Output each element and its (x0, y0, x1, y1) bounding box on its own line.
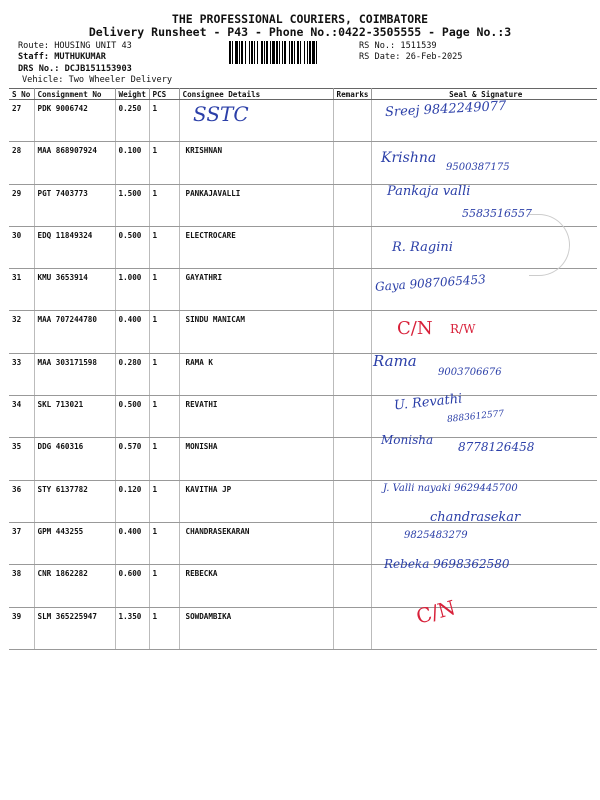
rs-date: RS Date: 26-Feb-2025 (359, 52, 463, 62)
row-consignment-no: CNR 1862282 (34, 565, 115, 607)
phone-handwriting: 8883612577 (446, 409, 505, 425)
table-row (9, 311, 597, 353)
rtn-mark: R/W (450, 322, 476, 336)
table-row (9, 226, 597, 268)
row-remarks (333, 565, 371, 607)
row-sno: 31 (9, 269, 34, 311)
row-weight: 1.500 (115, 184, 149, 226)
row-remarks (333, 269, 371, 311)
row-pcs: 1 (149, 184, 179, 226)
row-remarks (333, 311, 371, 353)
row-consignment-no: PGT 7403773 (34, 184, 115, 226)
row-pcs: 1 (149, 565, 179, 607)
signature-handwriting: J. Valli nayaki 9629445700 (383, 483, 518, 494)
row-consignment-no: MAA 303171598 (34, 353, 115, 395)
row-sno: 32 (9, 311, 34, 353)
row-pcs: 1 (149, 607, 179, 649)
row-weight: 0.570 (115, 438, 149, 480)
col-header-consignment: Consignment No (34, 89, 115, 100)
row-consignment-no: SKL 713021 (34, 396, 115, 438)
row-remarks (333, 522, 371, 564)
row-sno: 34 (9, 396, 34, 438)
drs-label: DRS No.: DCJB151153903 (18, 64, 132, 74)
row-consignee: SINDU MANICAM (179, 311, 333, 353)
row-sno: 27 (9, 100, 34, 142)
row-consignee: CHANDRASEKARAN (179, 522, 333, 564)
row-pcs: 1 (149, 438, 179, 480)
company-title: THE PROFESSIONAL COURIERS, COIMBATORE (171, 12, 429, 26)
row-consignment-no: DDG 460316 (34, 438, 115, 480)
row-weight: 0.400 (115, 522, 149, 564)
row-pcs: 1 (149, 142, 179, 184)
table-row (9, 396, 597, 438)
row-remarks (333, 142, 371, 184)
row-remarks (333, 226, 371, 268)
table-row (9, 100, 597, 142)
row-weight: 0.600 (115, 565, 149, 607)
phone-handwriting: 8778126458 (458, 440, 535, 454)
row-consignment-no: MAA 707244780 (34, 311, 115, 353)
signature-handwriting: chandrasekar (430, 510, 521, 525)
row-pcs: 1 (149, 480, 179, 522)
cn-stamp: C/N (413, 595, 458, 629)
row-consignee: PANKAJAVALLI (179, 184, 333, 226)
col-header-pcs: PCS (149, 89, 179, 100)
row-pcs: 1 (149, 353, 179, 395)
row-sno: 39 (9, 607, 34, 649)
runsheet-subtitle: Delivery Runsheet - P43 - Phone No.:0422-3505555 - Page No.:3 (88, 25, 512, 39)
phone-handwriting: 9003706676 (438, 367, 502, 378)
row-consignee: REVATHI (179, 396, 333, 438)
table-row (9, 353, 597, 395)
phone-handwriting: 9825483279 (404, 530, 468, 541)
row-sno: 36 (9, 480, 34, 522)
row-consignment-no: PDK 9006742 (34, 100, 115, 142)
cn-stamp: C/N (397, 318, 433, 339)
row-remarks (333, 100, 371, 142)
signature-handwriting: Gaya 9087065453 (374, 272, 487, 294)
row-remarks (333, 438, 371, 480)
row-consignment-no: EDQ 11849324 (34, 226, 115, 268)
row-consignee: MONISHA (179, 438, 333, 480)
col-header-weight: Weight (115, 89, 149, 100)
signature-handwriting: Pankaja valli (387, 184, 471, 199)
signature-handwriting: Krishna (381, 150, 437, 166)
row-pcs: 1 (149, 396, 179, 438)
row-weight: 0.250 (115, 100, 149, 142)
row-seal-signature (371, 607, 597, 649)
col-header-seal-signature: Seal & Signature (371, 89, 597, 100)
row-sno: 30 (9, 226, 34, 268)
signature-handwriting: Sreej 9842249077 (384, 98, 507, 121)
row-consignment-no: SLM 365225947 (34, 607, 115, 649)
vehicle-label: Vehicle: Two Wheeler Delivery (22, 75, 173, 85)
row-remarks (333, 396, 371, 438)
row-weight: 0.500 (115, 226, 149, 268)
table-row (9, 607, 597, 649)
row-pcs: 1 (149, 226, 179, 268)
row-sno: 38 (9, 565, 34, 607)
row-remarks (333, 480, 371, 522)
row-remarks (333, 607, 371, 649)
col-header-sno: S No (9, 89, 34, 100)
table-row (9, 565, 597, 607)
table-row (9, 184, 597, 226)
col-header-consignee: Consignee Details (179, 89, 333, 100)
row-pcs: 1 (149, 311, 179, 353)
row-weight: 1.000 (115, 269, 149, 311)
row-pcs: 1 (149, 522, 179, 564)
row-consignee: RAMA K (179, 353, 333, 395)
row-sno: 35 (9, 438, 34, 480)
rs-number: RS No.: 1511539 (359, 41, 437, 51)
signature-handwriting: R. Ragini (392, 240, 453, 255)
row-weight: 0.500 (115, 396, 149, 438)
row-consignee: KAVITHA JP (179, 480, 333, 522)
row-consignment-no: KMU 3653914 (34, 269, 115, 311)
row-consignee: ELECTROCARE (179, 226, 333, 268)
row-consignment-no: STY 6137782 (34, 480, 115, 522)
phone-handwriting: 5583516557 (462, 207, 532, 220)
row-remarks (333, 184, 371, 226)
row-sno: 29 (9, 184, 34, 226)
row-sno: 33 (9, 353, 34, 395)
barcode-image (229, 41, 355, 64)
row-remarks (333, 353, 371, 395)
barcode-bar (317, 41, 319, 64)
table-header-row (9, 89, 597, 100)
signature-handwriting: Rama (373, 352, 417, 370)
route-label: Route: HOUSING UNIT 43 (18, 41, 132, 51)
phone-handwriting: 9500387175 (446, 162, 510, 173)
col-header-remarks: Remarks (333, 89, 371, 100)
table-row (9, 269, 597, 311)
row-consignee: GAYATHRI (179, 269, 333, 311)
row-weight: 0.280 (115, 353, 149, 395)
consignee-handwriting: SSTC (193, 102, 249, 126)
row-pcs: 1 (149, 100, 179, 142)
row-sno: 28 (9, 142, 34, 184)
row-consignment-no: GPM 443255 (34, 522, 115, 564)
row-consignment-no: MAA 868907924 (34, 142, 115, 184)
signature-handwriting: Monisha (381, 433, 434, 447)
row-pcs: 1 (149, 269, 179, 311)
staff-label: Staff: MUTHUKUMAR (18, 52, 106, 62)
row-weight: 1.350 (115, 607, 149, 649)
row-weight: 0.120 (115, 480, 149, 522)
signature-handwriting: U. Revathi (393, 391, 463, 414)
row-sno: 37 (9, 522, 34, 564)
row-consignee: SOWDAMBIKA (179, 607, 333, 649)
row-weight: 0.400 (115, 311, 149, 353)
row-seal-signature (371, 565, 597, 607)
row-weight: 0.100 (115, 142, 149, 184)
row-consignee: REBECKA (179, 565, 333, 607)
signature-handwriting: Rebeka 9698362580 (384, 557, 510, 571)
row-consignee: KRISHNAN (179, 142, 333, 184)
